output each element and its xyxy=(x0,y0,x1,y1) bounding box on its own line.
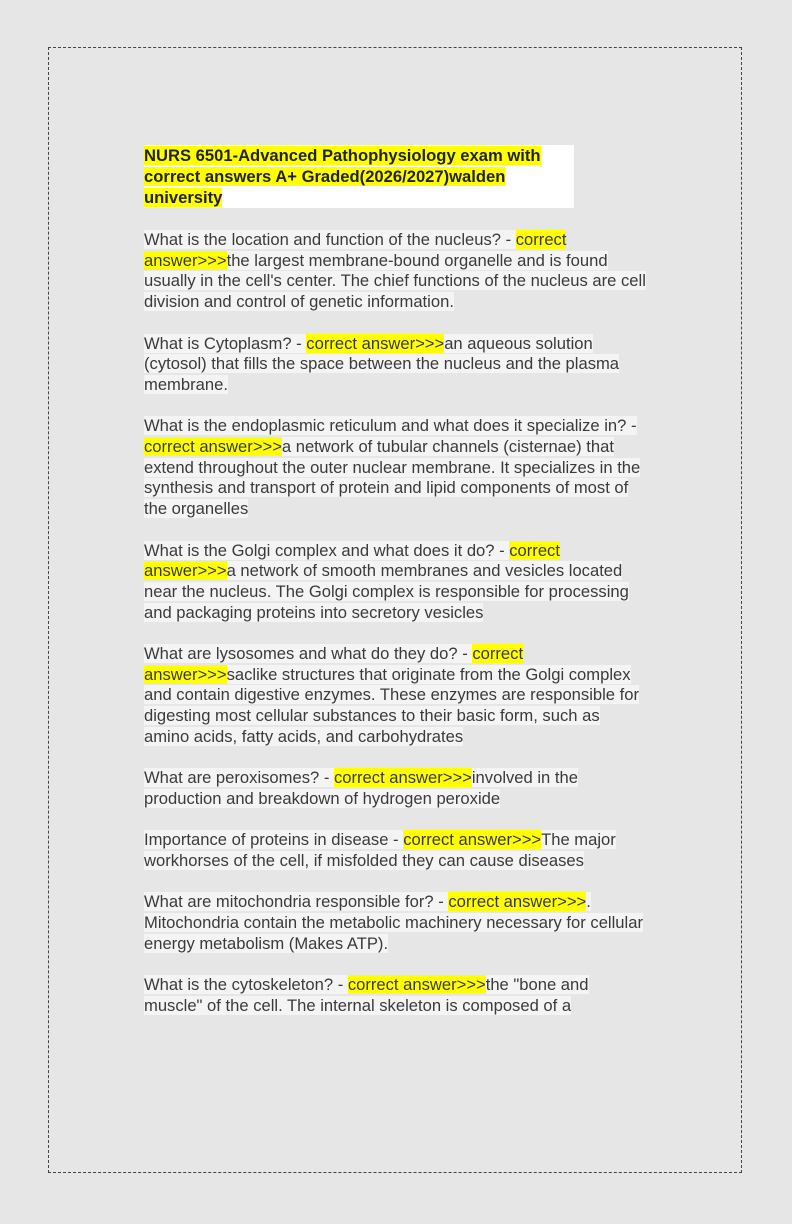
qa-item xyxy=(144,975,649,1016)
qa-list xyxy=(144,230,649,1017)
answer-marker: correct answer>>> xyxy=(144,540,560,581)
answer-text: a network of tubular channels (cisternae) that extend throughout the outer nuclear membrane. It specializes in the synthesis and transport of protein and lipid components of most of the organelles xyxy=(144,437,641,519)
question-text: What is the endoplasmic reticulum and what does it specialize in? - xyxy=(144,416,637,436)
answer-marker: correct answer>>> xyxy=(144,644,524,684)
question-text: What is the Golgi complex and what does it do? - xyxy=(144,540,510,560)
document-body xyxy=(144,145,649,1037)
answer-text: involved in the production and breakdown of hydrogen peroxide xyxy=(144,768,578,808)
qa-item xyxy=(144,334,649,396)
answer-marker: correct answer>>> xyxy=(448,892,587,912)
answer-marker: correct answer>>> xyxy=(347,975,486,995)
answer-text: saclike structures that originate from the Golgi complex and contain digestive enzymes. These enzymes are responsible for digesting most cellular substances to their basic form, such as amino acids, fatty acids, and carbohydrates xyxy=(144,664,640,746)
qa-item xyxy=(144,768,649,809)
answer-marker: correct answer>>> xyxy=(306,333,445,353)
question-text: Importance of proteins in disease - xyxy=(144,830,404,850)
document-title: NURS 6501-Advanced Pathophysiology exam with correct answers A+ Graded(2026/2027)walden university xyxy=(144,146,541,207)
qa-item xyxy=(144,416,649,520)
answer-text: . Mitochondria contain the metabolic machinery necessary for cellular energy metabolism (Makes ATP). xyxy=(144,892,643,953)
title-box xyxy=(144,145,574,208)
qa-item xyxy=(144,892,649,954)
question-text: What is the location and function of the nucleus? - xyxy=(144,230,516,249)
answer-marker: correct answer>>> xyxy=(403,830,542,850)
question-text: What are mitochondria responsible for? - xyxy=(144,892,449,912)
question-text: What is the cytoskeleton? - xyxy=(144,975,348,995)
qa-item xyxy=(144,541,649,624)
qa-item xyxy=(144,230,649,313)
answer-marker: correct answer>>> xyxy=(144,437,282,456)
qa-item xyxy=(144,644,649,748)
answer-text: an aqueous solution (cytosol) that fills the space between the nucleus and the plasma membrane. xyxy=(144,333,620,394)
answer-text: the largest membrane-bound organelle and is found usually in the cell's center. The chief functions of the nucleus are cell division and control of genetic information. xyxy=(144,250,646,312)
answer-text: a network of smooth membranes and vesicles located near the nucleus. The Golgi complex is responsible for processing and packaging proteins into secretory vesicles xyxy=(144,561,629,622)
answer-marker: correct answer>>> xyxy=(333,768,472,788)
answer-text: The major workhorses of the cell, if misfolded they can cause diseases xyxy=(144,830,616,870)
document-title-block xyxy=(144,145,649,208)
answer-text: the "bone and muscle" of the cell. The internal skeleton is composed of a xyxy=(144,975,589,1015)
answer-marker: correct answer>>> xyxy=(144,230,567,270)
question-text: What are lysosomes and what do they do? - xyxy=(144,644,473,663)
question-text: What are peroxisomes? - xyxy=(144,768,334,788)
question-text: What is Cytoplasm? - xyxy=(144,333,307,353)
qa-item xyxy=(144,830,649,871)
